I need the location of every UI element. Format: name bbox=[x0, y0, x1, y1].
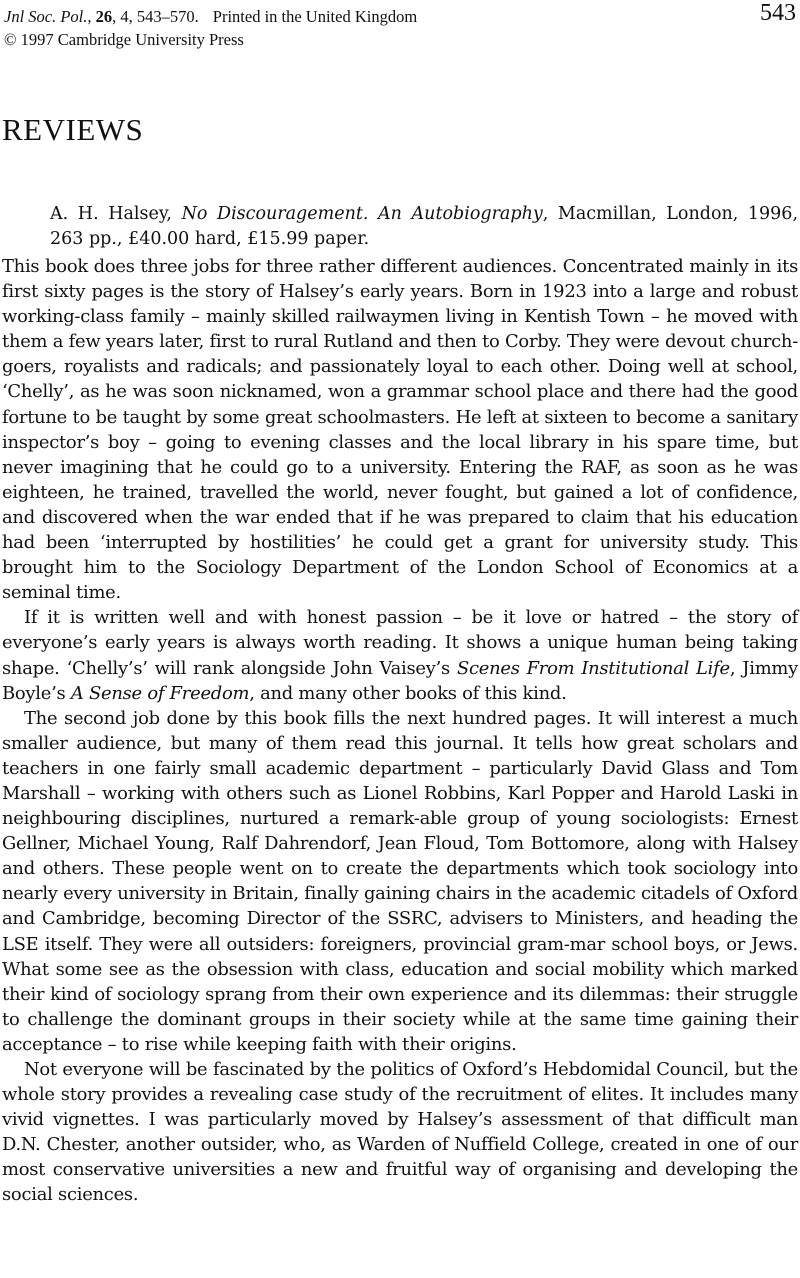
header-line bbox=[4, 0, 796, 28]
section-title: REVIEWS bbox=[2, 112, 144, 147]
journal-volume: 26 bbox=[95, 7, 113, 26]
paragraph-2-text: , Jimmy Boyle’s bbox=[2, 657, 798, 704]
volume-prefix: , bbox=[87, 7, 96, 26]
journal-name: Jnl Soc. Pol. bbox=[4, 7, 88, 26]
paragraph-3: The second job done by this book fills the next hundred pages. It will interest a much smaller audience, but many of them read this journal. It tells how great scholars and teachers in one fairly small academic department – particularly David Glass and Tom Marshall – working with others such as Lionel Robbins, Karl Popper and Harold Laski in neighbouring disciplines, nurtured a remark-able group of young sociologists: Ernest Gellner, Michael Young, Ralf Dahrendorf, Jean Floud, Tom Bottomore, along with Halsey and others. These people went on to create the departments which took sociology into nearly every university in Britain, finally gaining chairs in the academic citadels of Oxford and Cambridge, becoming Director of the SSRC, advisers to Ministers, and heading the LSE itself. They were all outsiders: foreigners, provincial gram-mar school boys, or Jews. What some see as the obsession with class, education and social mobility which marked their kind of sociology sprang from their own experience and its dilemmas: their struggle to challenge the dominant groups in their society while at the same time gaining their acceptance – to rise while keeping faith with their origins. bbox=[2, 707, 798, 1055]
page-number: 543 bbox=[760, 0, 796, 26]
book-title-institutional-life: Scenes From Institutional Life bbox=[456, 657, 730, 679]
printed-in: Printed in the United Kingdom bbox=[212, 7, 418, 26]
journal-citation bbox=[4, 5, 417, 28]
citation-author: A. H. Halsey, bbox=[50, 204, 182, 224]
running-header bbox=[4, 0, 796, 51]
review-body bbox=[2, 254, 798, 1208]
paragraph-1: This book does three jobs for three rather different audiences. Concentrated mainly in its first sixty pages is the story of Halsey’s early years. Born in 1923 into a large and robust working-class family – mainly skilled railwaymen living in Kentish Town – he moved with them a few years later, first to rural Rutland and then to Corby. They were devout church-goers, royalists and radicals; and passionately loyal to each other. Doing well at school, ‘Chelly’, as he was soon nicknamed, won a grammar school place and there had the good fortune to be taught by some great schoolmasters. He left at sixteen to become a sanitary inspector’s boy – going to evening classes and the local library in his spare time, but never imagining that he could go to a university. Entering the RAF, as soon as he was eighteen, he trained, travelled the world, never fought, but gained a lot of confidence, and discovered when the war ended that if he was prepared to claim that his education had been ‘interrupted by hostilities’ he could get a grant for university study. This brought him to the Sociology Department of the London School of Economics at a seminal time. bbox=[2, 256, 798, 604]
paragraph-2 bbox=[2, 605, 798, 705]
citation-title: No Discouragement. An Autobiography bbox=[181, 204, 543, 224]
paragraph-2-text: , and many other books of this kind. bbox=[249, 682, 567, 704]
issue-pages: , 4, 543–570. bbox=[112, 7, 199, 26]
citation-details: , Macmillan, London, 1996, 263 pp., £40.00 hard, £15.99 paper. bbox=[50, 204, 799, 249]
book-title-sense-of-freedom: A Sense of Freedom bbox=[70, 682, 250, 704]
book-citation bbox=[50, 202, 798, 252]
paragraph-2-text: If it is written well and with honest passion – be it love or hatred – the story of everyone’s early years is always worth reading. It shows a unique human being taking shape. ‘Chelly’s’ will rank alongside John Vaisey’s bbox=[2, 607, 798, 679]
paragraph-4: Not everyone will be fascinated by the politics of Oxford’s Hebdomidal Council, but the whole story provides a revealing case study of the recruitment of elites. It includes many vivid vignettes. I was particularly moved by Halsey’s assessment of that difficult man D.N. Chester, another outsider, who, as Warden of Nuffield College, created in one of our most conservative universities a new and fruitful way of organising and developing the social sciences. bbox=[2, 1059, 798, 1206]
copyright-line: © 1997 Cambridge University Press bbox=[4, 30, 244, 49]
